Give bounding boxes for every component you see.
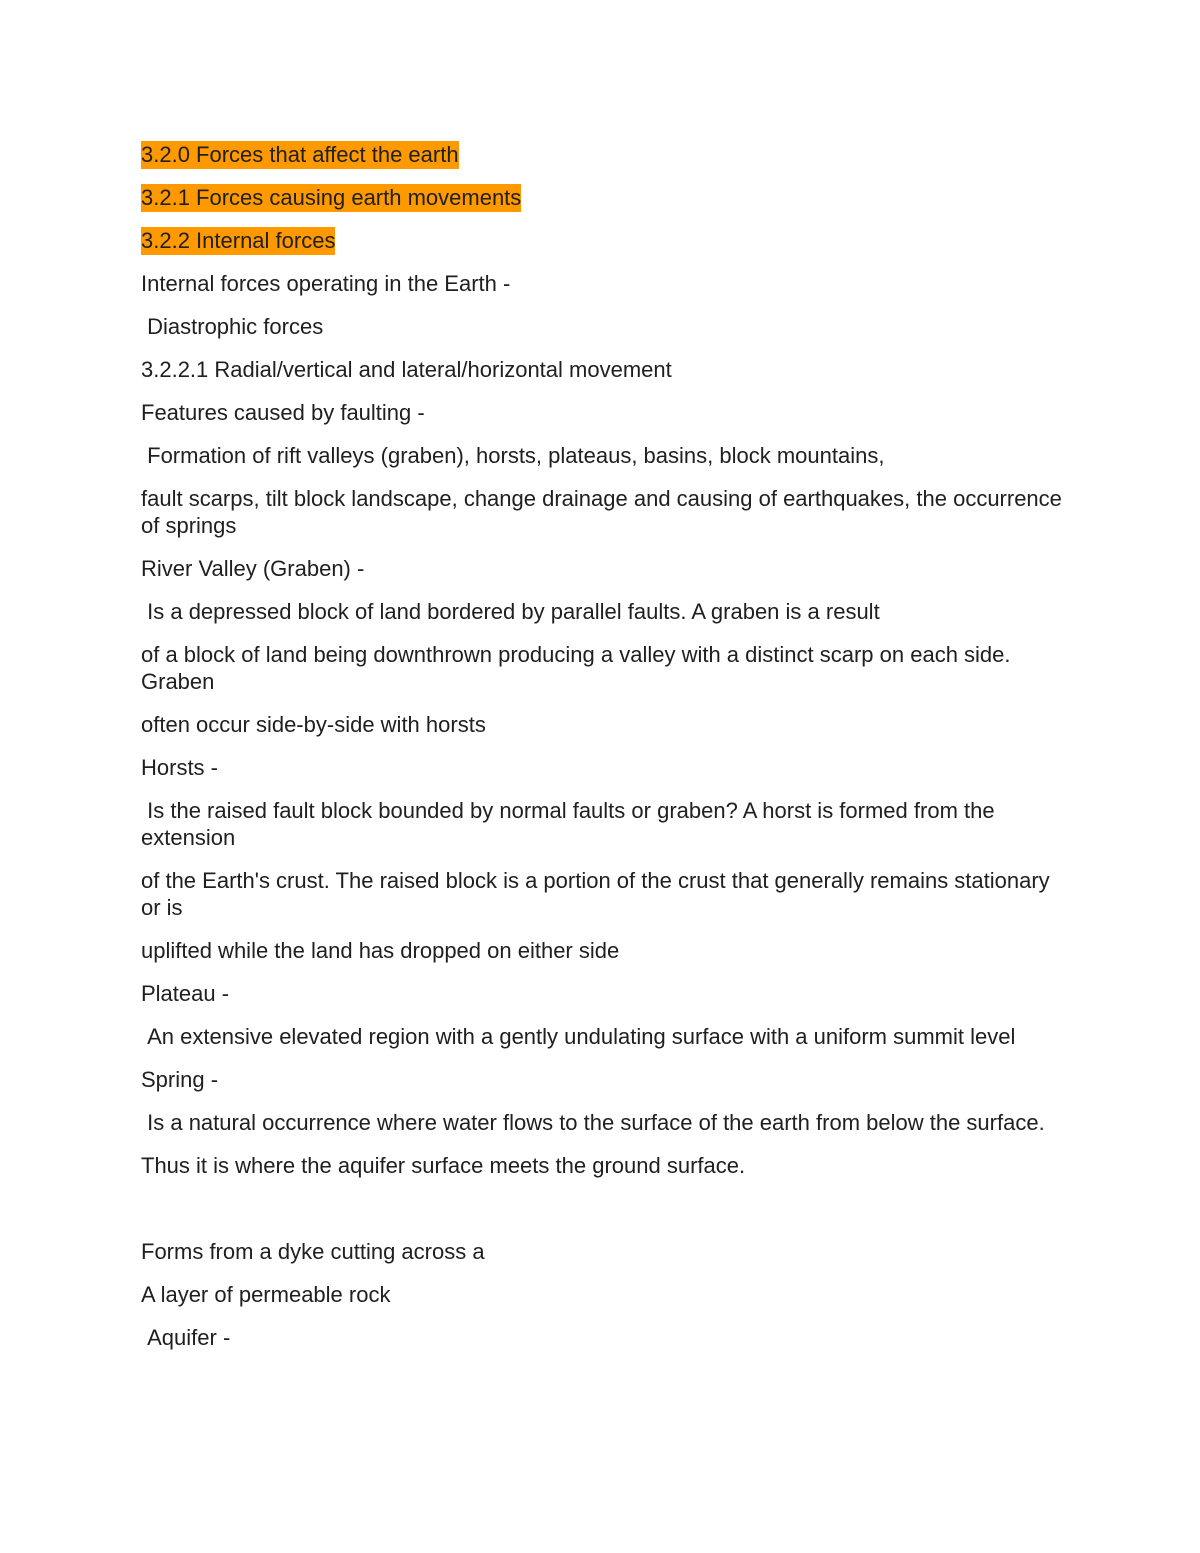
heading-3-2-0: 3.2.0 Forces that affect the earth [141, 142, 459, 167]
text-line: Is the raised fault block bounded by normal faults or graben? A horst is formed from the extension [141, 798, 1001, 850]
text-line: often occur side-by-side with horsts [141, 712, 486, 737]
term-aquifer: Aquifer - [141, 1325, 231, 1350]
text-line: Forms from a dyke cutting across a [141, 1239, 485, 1264]
text-line: Is a natural occurrence where water flows to the surface of the earth from below the surface. [141, 1110, 1045, 1135]
term-horsts: Horsts - [141, 755, 218, 780]
text-line: Diastrophic forces [141, 314, 324, 339]
text-line: Features caused by faulting - [141, 400, 425, 425]
text-line: of a block of land being downthrown producing a valley with a distinct scarp on each side. Graben [141, 642, 1011, 694]
text-line: A layer of permeable rock [141, 1282, 391, 1307]
text-line: of the Earth's crust. The raised block is a portion of the crust that generally remains stationary or is [141, 868, 1050, 920]
subheading-3-2-2-1: 3.2.2.1 Radial/vertical and lateral/horizontal movement [141, 357, 672, 382]
term-graben: River Valley (Graben) - [141, 556, 365, 581]
text-line: An extensive elevated region with a gently undulating surface with a uniform summit level [141, 1024, 1016, 1049]
term-spring: Spring - [141, 1067, 219, 1092]
blank-gap [141, 1195, 1071, 1238]
document-body [141, 141, 1071, 1367]
text-line: fault scarps, tilt block landscape, change drainage and causing of earthquakes, the occurrence of springs [141, 486, 1062, 538]
text-line: uplifted while the land has dropped on either side [141, 938, 620, 963]
text-line: Formation of rift valleys (graben), horsts, plateaus, basins, block mountains, [141, 443, 885, 468]
text-line: Is a depressed block of land bordered by parallel faults. A graben is a result [141, 599, 880, 624]
heading-3-2-2: 3.2.2 Internal forces [141, 228, 336, 253]
term-plateau: Plateau - [141, 981, 230, 1006]
heading-3-2-1: 3.2.1 Forces causing earth movements [141, 185, 522, 210]
text-line: Thus it is where the aquifer surface meets the ground surface. [141, 1153, 746, 1178]
text-line: Internal forces operating in the Earth - [141, 271, 511, 296]
